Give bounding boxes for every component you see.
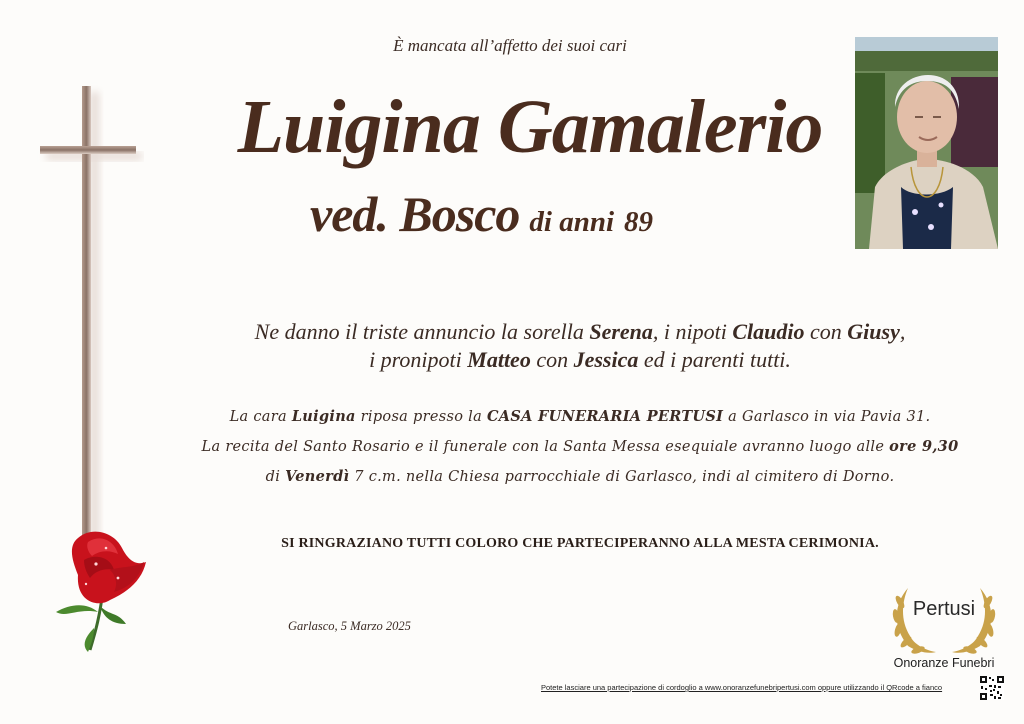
announcement-line-2 — [150, 346, 1010, 374]
text-segment: ed i parenti tutti. — [638, 347, 791, 372]
announcement — [150, 318, 1010, 374]
text-segment: a Garlasco in via Pavia 31. — [723, 409, 931, 425]
rose-icon — [48, 520, 168, 660]
text-segment: , — [899, 319, 906, 344]
text-segment: i pronipoti — [369, 347, 468, 372]
portrait-photo — [855, 37, 998, 249]
text-segment: con — [804, 319, 848, 344]
funeral-details — [150, 402, 1010, 492]
text-segment: 7 c.m. nella Chiesa parrocchiale di Garlasco, indi al cimitero di Dorno. — [349, 469, 895, 485]
details-line-3 — [150, 462, 1010, 492]
age-value: 89 — [624, 206, 654, 238]
emphasis-text: CASA FUNERARIA PERTUSI — [486, 408, 724, 425]
widow-of: ved. Bosco — [310, 186, 520, 242]
funeral-home-logo — [878, 580, 1010, 676]
intro-text: È mancata all’affetto dei suoi cari — [393, 36, 627, 55]
text-segment: riposa presso la — [355, 409, 487, 425]
deceased-name: Luigina Gamalerio — [237, 85, 823, 169]
emphasis-text: Jessica — [573, 347, 639, 372]
details-line-2 — [150, 432, 1010, 462]
condolence-link[interactable]: Potete lasciare una partecipazione di cordoglio a www.onoranzefunebripertusi.com oppure utilizzando il QRcode a fianco — [541, 683, 943, 692]
emphasis-text: Giusy — [847, 319, 900, 344]
logo-tagline: Onoranze Funebri — [893, 656, 995, 670]
qr-code-icon[interactable] — [980, 676, 1004, 700]
name-subline — [310, 185, 653, 245]
emphasis-text: Venerdì — [285, 468, 350, 485]
place-date: Garlasco, 5 Marzo 2025 — [288, 619, 411, 633]
text-segment: , i nipoti — [652, 319, 733, 344]
emphasis-text: ore 9,30 — [889, 438, 959, 455]
text-segment: La cara — [229, 409, 292, 425]
details-line-1 — [150, 402, 1010, 432]
text-segment: Ne danno il triste annuncio la sorella — [254, 319, 590, 344]
emphasis-text: Matteo — [467, 347, 531, 372]
announcement-line-1 — [150, 318, 1010, 346]
logo-name: Pertusi — [912, 598, 976, 620]
emphasis-text: Serena — [589, 319, 653, 344]
emphasis-text: Luigina — [291, 408, 356, 425]
text-segment: con — [530, 347, 574, 372]
thanks-text: SI RINGRAZIANO TUTTI COLORO CHE PARTECIPERANNO ALLA MESTA CERIMONIA. — [281, 536, 879, 551]
text-segment: La recita del Santo Rosario e il funerale con la Santa Messa esequiale avranno luogo alle — [201, 439, 890, 455]
cross-icon — [34, 80, 144, 540]
emphasis-text: Claudio — [732, 319, 805, 344]
age-label: di anni — [529, 206, 615, 238]
text-segment: di — [265, 469, 286, 485]
